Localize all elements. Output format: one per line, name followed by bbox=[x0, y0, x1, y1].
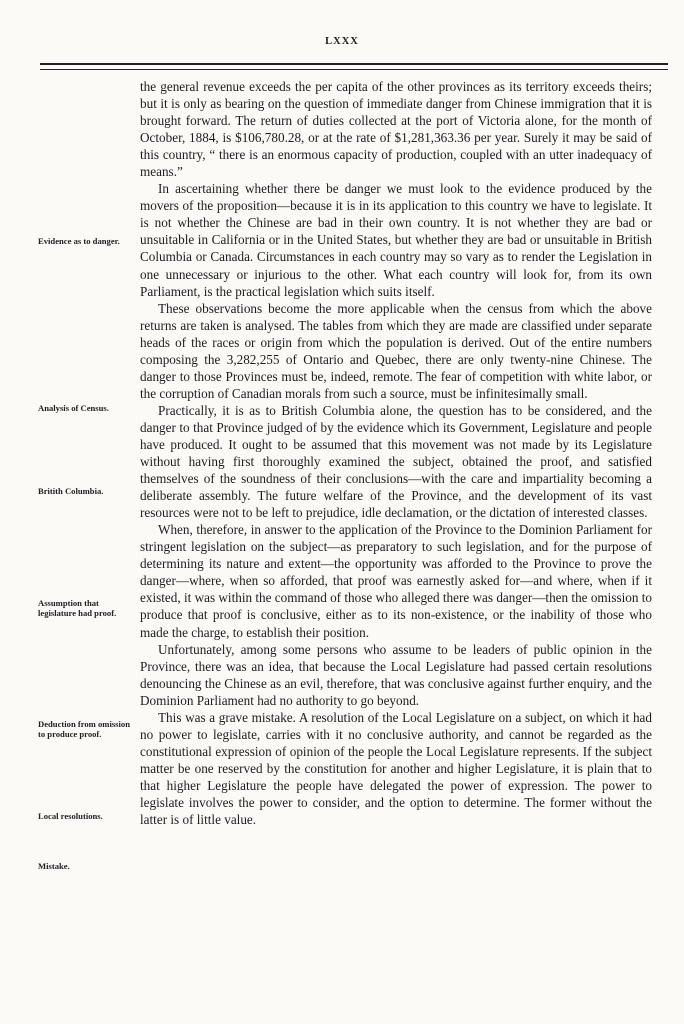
page-number: LXXX bbox=[325, 36, 359, 47]
paragraph-opportunity-to-prove: When, therefore, in answer to the application of the Province to the Dominion Parliament for stringent legislation on the subject—as preparatory to such legislation, and for the purpose of determining its nature and extent—the opportunity was afforded to the Province to prove the danger—where, when so afforded, that proof was earnestly asked for—and where, when if it existed, it was within the command of those who alleged there was danger—then the omission to produce that proof is conclusive, either as to its non-existence, or the inability of those who made the charge, to establish their position. bbox=[140, 522, 653, 640]
paragraph-evidence-of-danger: In ascertaining whether there be danger we must look to the evidence produced by the movers of the proposition—because it is in its application to this country we have to legislate. It is not whether the Chinese are bad in their own country. It is not whether they are bad or unsuitable in California or in the United States, but whether they are bad or unsuitable in British Columbia or Canada. Circumstances in each country may so vary as to render the Legislation in one unnecessary or injurious to the other. What each country will look for, from its own Parliament, is the practical legislation which suits itself. bbox=[140, 181, 652, 299]
sidenote-analysis-of-census: Analysis of Census. bbox=[38, 403, 109, 413]
paragraph-grave-mistake: This was a grave mistake. A resolution of the Local Legislature on a subject, on which it had no power to legislate, carries with it no conclusive authority, and cannot be regarded as the constitutional expression of opinion of the people the Local Legislature represents. If the subject matter be one reserved by the constitution for another and higher Legislature, it is plain that to that higher Legislature the people have delegated the power of expression. The power to legislate involves the power to consider, and the option to determine. The former without the latter is of little value. bbox=[140, 709, 652, 828]
paragraph-british-columbia: Practically, it is as to British Columbia alone, the question has to be considered, and the danger to that Province judged of by the evidence which its Government, Legislature and people have produced. It ought to be assumed that this movement was not made by its Legislature without having first thoroughly examined the subject, obtained the proof, and satisfied themselves of the soundness of their conclusions—with the care and impartiality becoming a deliberate assembly. The future welfare of the Province, and the development of its vast resources were not to be left to prejudice, idle declamation, or the dictation of interested classes. bbox=[140, 402, 652, 521]
paragraph-revenue-continuation: the general revenue exceeds the per capita of the other provinces as its territory exceeds theirs; but it is only as bearing on the question of immediate danger from Chinese immigration that it is brought forward. The return of duties collected at the port of Victoria alone, for the month of October, 1884, is $106,780.28, or at the rate of $1,281,363.36 per year. Surely it may be said of this country, “ there is an enormous capacity of production, coupled with an utter inadequacy of means.” bbox=[140, 79, 652, 180]
sidenote-local-resolutions: Local resolutions. bbox=[38, 811, 103, 821]
sidenote-evidence-as-to-danger: Evidence as to danger. bbox=[38, 236, 120, 246]
main-text-column bbox=[140, 78, 652, 828]
sidenote-british-columbia: Britith Columbia. bbox=[38, 486, 104, 496]
sidenote-deduction-from-omission: Deduction from omission to produce proof. bbox=[38, 719, 130, 739]
header-rule-thin bbox=[40, 69, 668, 70]
sidenote-mistake: Mistake. bbox=[38, 861, 70, 871]
paragraph-local-resolutions: Unfortunately, among some persons who assume to be leaders of public opinion in the Province, there was an idea, that because the Local Legislature had passed certain resolutions denouncing the Chinese as an evil, therefore, that was conclusive against further enquiry, and the Dominion Parliament had no authority to go beyond. bbox=[140, 641, 652, 708]
header-rule-thick bbox=[40, 63, 668, 65]
sidenote-assumption-legislature-proof: Assumption that legislature had proof. bbox=[38, 598, 117, 618]
paragraph-census-analysis: These observations become the more applicable when the census from which the above returns are taken is analysed. The tables from which they are made are classified under separate heads of the races or origin from which the population is derived. Out of the entire numbers composing the 3,282,255 of Ontario and Quebec, there are only twenty-nine Chinese. The danger to those Provinces must be, indeed, remote. The fear of competition with white labor, or the corruption of Canadian morals from such a source, must be infinitesimally small. bbox=[140, 300, 652, 401]
